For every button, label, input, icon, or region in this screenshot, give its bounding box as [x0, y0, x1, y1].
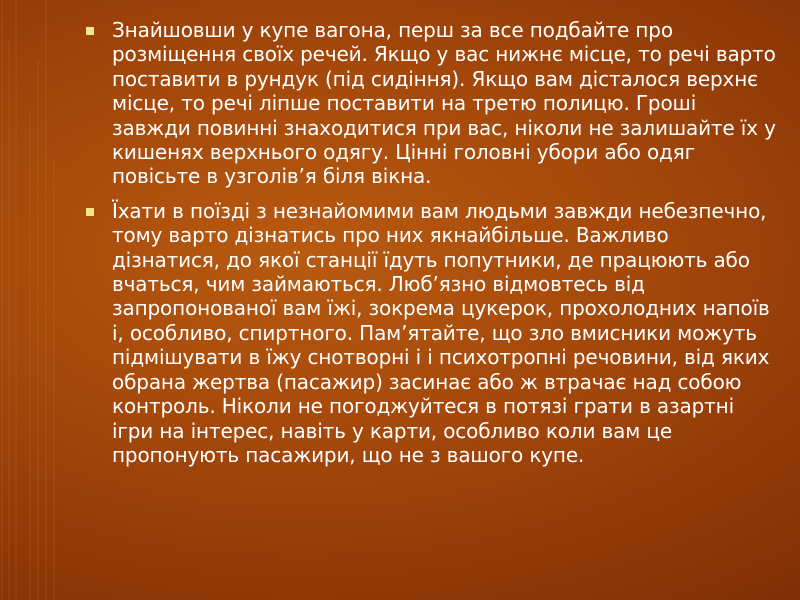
- bullet-text: Знайшовши у купе вагона, перш за все подбайте про розміщення своїх речей. Якщо у вас нижнє місце, то речі варто поставити в рундук (під сидіння). Якщо вам дісталося верхнє місце, то речі ліпше поставити на третю полицю. Гроші завжди повинні знаходитися при вас, ніколи не залишайте їх у кишенях верхнього одягу. Цінні головні убори або одяг повісьте в узголів’я біля вікна.: [112, 18, 776, 189]
- bullet-text: Їхати в поїзді з незнайомими вам людьми завжди небезпечно, тому варто дізнатись про них якнайбільше. Важливо дізнатися, до якої станції їдуть попутники, де працюють або вчаться, чим займаються. Люб’язно відмовтесь від запропонованої вам їжі, зокрема цукерок, прохолодних напоїв і, особливо, спиртного. Пам’ятайте, що зло вмисники можуть підмішувати в їжу снотворні і і психотропні речовини, від яких обрана жертва (пасажир) засинає або ж втрачає над собою контроль. Ніколи не погоджуйтеся в потязі грати в азартні ігри на інтерес, навіть у карти, особливо коли вам це пропонують пасажири, що не з вашого купе.: [112, 198, 770, 467]
- bullet-item: [80, 199, 780, 467]
- bullet-list: [80, 18, 780, 477]
- bullet-item: [80, 18, 780, 189]
- square-bullet-icon: [86, 27, 94, 35]
- square-bullet-icon: [86, 208, 94, 216]
